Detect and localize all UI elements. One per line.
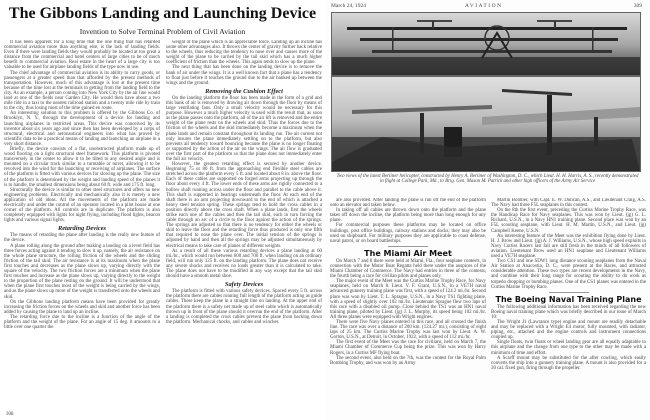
issue-date: March 24, 1924 bbox=[331, 3, 366, 9]
paragraph: An interesting feature of the Meet was the exhibition flying done by Lieut. H. J. Brow and Lieut. (jg) A. J. Williams, U.S.N., whose high speed exploits in Navy Curtiss Racers last fall are still fresh in the minds of all followers of aviation. Lieutenant Brow used an HN1 seaplane and Lieutenant Williams used a VE7H seaplane. bbox=[491, 233, 646, 260]
left-page-column-1 bbox=[4, 40, 160, 409]
page-number: 309 bbox=[633, 3, 642, 9]
paragraph: weight of the plane which is an appreciable force. Landing up an incline has some other advantages also. It throws the center of gravity further back relative to the wheels, thus reducing the tendency to nose over and causes more of the weight of the plane to be carried by the tail skid which has a much higher coefficient of friction than the wheels. This again tends to slow up the plane. bbox=[166, 40, 322, 66]
article-subtitle: Invention to Solve Terminal Problem of Civil Aviation bbox=[79, 27, 246, 36]
page-number: 308 bbox=[6, 412, 14, 417]
paragraph: Single floats, twin floats or wheel landing gear are all equally adaptable to this airplane and the change from one type to the other may be made with a minimum of time and effort. bbox=[491, 340, 646, 356]
left-page-column-2 bbox=[166, 40, 322, 409]
section-heading-cushion-effect: Removing the Cushion Effect bbox=[205, 87, 283, 95]
paragraph: For commercial purposes these platforms may be located on office buildings, post office buildings, railway stations and docks; they may also be used on shipboard. For military purposes they are applicable to coast defense, naval patrol, or on board battleships. bbox=[330, 223, 486, 244]
paragraph: The next thing that has been done on the landing device is to remove the bank of air under the wings. It is a well known fact that a plane has a tendency to float just before it touches the ground due to the air banked up between the wings and the ground. bbox=[166, 65, 322, 86]
section-heading-safety-devices: Safety Devices bbox=[224, 281, 264, 289]
paragraph: It has been apparent for a long time that the one thing that has retarded commercial aviation more than anything else, is the lack of landing fields. Even if there were landing fields they would probably be located at too great a distance from the commercial and hotel centers of large cities to be of much benefit to commercial aviation. Real estate in the heart of a large city is too valuable to be used for airplane landing fields of the type now in use. bbox=[4, 40, 160, 71]
paragraph: The platform is fitted with various safety devices. Spaced every 5 ft. across the platform there are cables running full length of the platform acting as guide cables. These keep the plane in a straight line on landing. At the upper end of the platform there is a safety net made up of steel cable which is automatically thrown up in front of the plane should it overrun the end of the platform. After a landing is completed the cross cables prevent the plane from backing down the platform. Mechanical chocks, and cables and winches bbox=[166, 289, 322, 325]
section-heading-retarding-devices: Retarding Devices bbox=[57, 225, 107, 233]
paragraph: In taking off all cables are thrown down onto the platform and the plane takes off down the incline, the platform being more than long enough for any plane. bbox=[330, 208, 486, 224]
paragraph: On the landing platform the floor has been made in the form of a grid and this bank of air is removed by drawing air down through the floor by means of large ventilating fans. Only a small velocity would be necessary for this purpose. However a much higher velocity is used with the result that, as soon as the plane passes onto the platform, all of the air lift is removed and the entire weight of the plane rests on the wheels and skid. Thus the forces due to the friction of the wheels and the skid immediately become a maximum when the plane lands and remain constant throughout its landing run. The air current not only insures the plane immediately settling on to the platform, but also prevents all tendency toward bouncing because the plane is no longer floating or supported by the action of the air on the wings. The air flow is graduated over the first part of the platform so that the plane does not immediately enter the full air velocity. bbox=[166, 95, 322, 162]
right-page-column-2 bbox=[491, 198, 646, 419]
paragraph: Briefly, the device consists of a flat, unobstructed platform made up of wood flooring on a light structural steel framework. This platform is pivoted transversely in the center to allow it to be tilted to any desired angle and is mounted on a circular track similar to a turntable or turret, allowing it to be revolved into the wind for the launching or receiving of airplanes. The surface of the platform is fitted with various devices for slowing up the plane. The size of the platform is determined by the weight and landing speed of the planes it is to handle, the smallest dimensions being about 60 ft. wide and 175 ft. long. bbox=[4, 146, 160, 188]
paragraph: Structurally the device is similar to other steel structures and offers no new engineering problems. Electrically and mechanically also it is merely a new application of old ideas. All the movements of the platform are made electrically and under the control of an operator located in a pilot house at one corner of the platform. All controls are in duplicate. The platform is also completely equipped with lights for night flying, including flood lights, beacon lights and various signal lights. bbox=[4, 187, 160, 224]
paragraph: The major event of the Meet was the Curtiss Marine Trophy Race, for Navy seaplanes, held on March 8. Lieut. V. F. Grant, U.S.N., in a VE7H naval advanced gunnery training plane was first, with a speed of 124.2 mi./hr. Second place was won by Lieut. T. L. Sprague, U.S.N., in a Navy TS1 fighting plane, with a speed of slightly over 102 mi./hr. Lieutenant Sprague flew two laps of this race with a disabled oil pump. Close behind the TS1 was an HN1 naval training plane, piloted by Lieut. (jg) J. L. Murphy, its speed being 102 mi./hr. All three planes were equipped with Wright engines. bbox=[330, 279, 486, 320]
paragraph: As a result of all these various retarding devices a plane landing at 60 mi./hr., which would run between 600 and 700 ft. when landing on an ordinary field, will run only 125 ft. on the landing platform. The plane does not receive any severe shocks and receives no loads greater than it is calculated to take. The plane does not have to be modified in any way except that the tail skid should have a smooth metal shoe. bbox=[166, 248, 322, 280]
paragraph: The retarding force due to the incline is a function of the angle of the platform and the weight of the plane. For an angle of 15 deg. it amounts to a little over one quarter the bbox=[4, 314, 160, 331]
right-page bbox=[325, 0, 650, 420]
photo-caption: Two views of the latest Berliner helicopter, constructed by Henry A. Berliner of Washington, D. C., which Lieut. H. H. Harris, A. S., recently demonstrated in flight at College Park, Md., to Brig. Gen. Mason M. Patrick and other high officers of the Army Air Service bbox=[336, 174, 639, 185]
right-page-column-1 bbox=[330, 198, 486, 419]
paragraph: The means of retarding the plane after landing is the really new feature of the device. bbox=[4, 233, 160, 244]
section-divider bbox=[388, 246, 428, 247]
helicopter-photo-side-view bbox=[331, 12, 641, 76]
paragraph: The chief advantage of commercial aviation is its ability to carry goods, or passengers at a greater speed than that afforded by the present methods of transportation. However, much of this advantage is lost at the present time because of the time lost at the terminals in getting from the landing field to the city. As an example, a person coming into New York City by the air line would land at one of the fields near Garden City. He would then have about a two mile ride in a taxi to the nearest railroad station and a twenty mile ride by train to the city, thus losing most of the time gained en route. bbox=[4, 70, 160, 112]
paragraph: The first event of the Meet was the race for civilians, held on March 7, the Miami Chamber of Commerce Cup being the prize. This was won by Harry Rogers, in a Curtiss MF flying boat. bbox=[330, 340, 486, 356]
paragraph: Martin Bomber, with Capt. E. W. Duncan, A.S., and Lieutenant Craig, A.S. The Navy had three F5L seaplanes in this contest. bbox=[491, 198, 646, 209]
paragraph: An interesting solution to this problem is offered by the Gibbons Co. of Brooklyn, N. Y., through the development of a device for landing and launching airplanes in restricted areas. This device was conceived by its inventor about six years ago and since then has been developed by a corps of structural, electrical and aeronautical engineers into what has proved by scientific data to be a practical means of landing and launching an airplane in a very short distance. bbox=[4, 111, 160, 147]
paragraph: The Wright J1 (Lawrance type) engine and mount are readily detachable and may be replaced with a Wright E4 motor, fully mounted, with radiator, piping, etc., attached and the engine controls and instrument connections coupled up. bbox=[491, 319, 646, 341]
paragraph: A Scarff mount may be substituted for the after cowling, which easily converts the ship into a gunnery training plane. A mount is also provided for a 30 cal. fixed gun, firing through the propeller. bbox=[491, 355, 646, 371]
paragraph: The following additional information has been received regarding the new Boeing naval training plane which was briefly described in our issue of March 10: bbox=[491, 304, 646, 320]
section-divider bbox=[549, 292, 589, 293]
paragraph: The second event, also held on the 7th, was the contest for the Royal Palm Bombing Trophy, and was won by an Army bbox=[330, 355, 486, 366]
paragraph: A plane rolling along the ground after making a landing on a level field has three forces acting against it tending to slow it up, namely, the air resistance on the whole plane structure, the rolling friction of the wheels and the sliding friction of the tail skid. The air resistance is at its maximum when the plane first touches and decreases as the plane slows up, varying directly with the square of the velocity. The two friction forces are a minimum when the plane first touches and increase as the plane slows up, varying directly to the weight to the proportion of the plane resting on the ground. It will be understood that when the plane first touches most of the weight is being carried by the wings, and as the plane slows up more of the weight is transferred onto the wheels and skid. bbox=[4, 243, 160, 300]
paragraph: On the Gibbons landing platform means have been provided for greatly increasing the friction forces on the wheels and skid and another force has been added by causing the plane to land up an incline. bbox=[4, 299, 160, 315]
paragraph: Two CS1 and one SDW1 long distance scouting seaplanes from the Naval Air Station at Anacostia, D. C., were present at the Races, and attracted considerable attention. These two types are recent developments in the Navy, and combine with their long range for scouting the ability to do work as torpedo dropping or bombing planes. One of the CS1 planes was entered in the Curtiss Marine Trophy Race. bbox=[491, 259, 646, 290]
paragraph: On March 7 and 8 there were held at Miami, Fla., four seaplane contests, in connection with the Motor Boat Regatta held there under the auspices of the Miami Chamber of Commerce. The Navy had entries in three of the contests, the fourth being a race for civilian pilots and planes only. bbox=[330, 258, 486, 280]
magazine-name: AVIATION bbox=[465, 3, 503, 9]
helicopter-photo-front-view bbox=[331, 76, 641, 172]
paragraph: However, the greatest retarding effect is secured by another device. Beginning 75 or 80 ft. from the approaching end flexible steel cables are stretched across the platform every 5 ft. and located about 8 in. above the floor. Each of these cables are supported on forged arms projecting up through the floor about every 4 ft. The lower ends of these arms are rigidly connected to a hollow shaft running across under the floor and parallel to the cable above it. This shaft is supported in bearings underneath the floor. At each end of the shaft there is an arm projecting downward to the end of which is attached a heavy steel tension spring. These springs tend to hold the cross cables in a position directly above the cross shaft. When a plane lands, first the wheels strike each one of the cables and then the tail skid, each in turn forcing the cable through an arc of a circle to the floor against the action of the springs. The springs are adjusted so that there is no tendency for either the wheels or skid to leave the floor and the retarding force thus produced is only one fifth that required to nose the plane over. The initial tension of the springs is adjusted by hand and then all the springs may be adjusted simultaneously by electrical means to take care of planes of different weights. bbox=[166, 162, 322, 249]
article-title: The Gibbons Landing and Launching Device bbox=[8, 5, 317, 22]
section-heading-boeing-training-plane: The Boeing Naval Training Plane bbox=[495, 294, 642, 304]
paragraph: There were five Navy planes entered in this race, and all crossed the finish line. The race was over a distance of 200 km. (124.27 mi.), consisting of eight laps of 25 km. The Curtiss Marine Trophy was last won by Lieut. A. W. Gorton, U.S.N., at Detroit, in October, 1922, with a speed of 112 mi./hr. bbox=[330, 319, 486, 341]
section-heading-miami-air-meet: The Miami Air Meet bbox=[364, 248, 452, 258]
paragraph: are also provided. After landing the plane is run off the end of the platform onto an elevator and taken below. bbox=[330, 198, 486, 209]
paragraph: On the 8th the first event, preceding the Curtiss Marine Trophy Race, was the Handicap Race for Navy seaplanes. This was won by Lieut. (jg) G. L. Richard, U.S.N., in a Navy HN1 training plane. Second place was won by an F5L scouting seaplane, with Lieut. H. M. Martin, U.S.N., and Lieut. (jg) Campbell Keene, U.S.N. bbox=[491, 208, 646, 234]
